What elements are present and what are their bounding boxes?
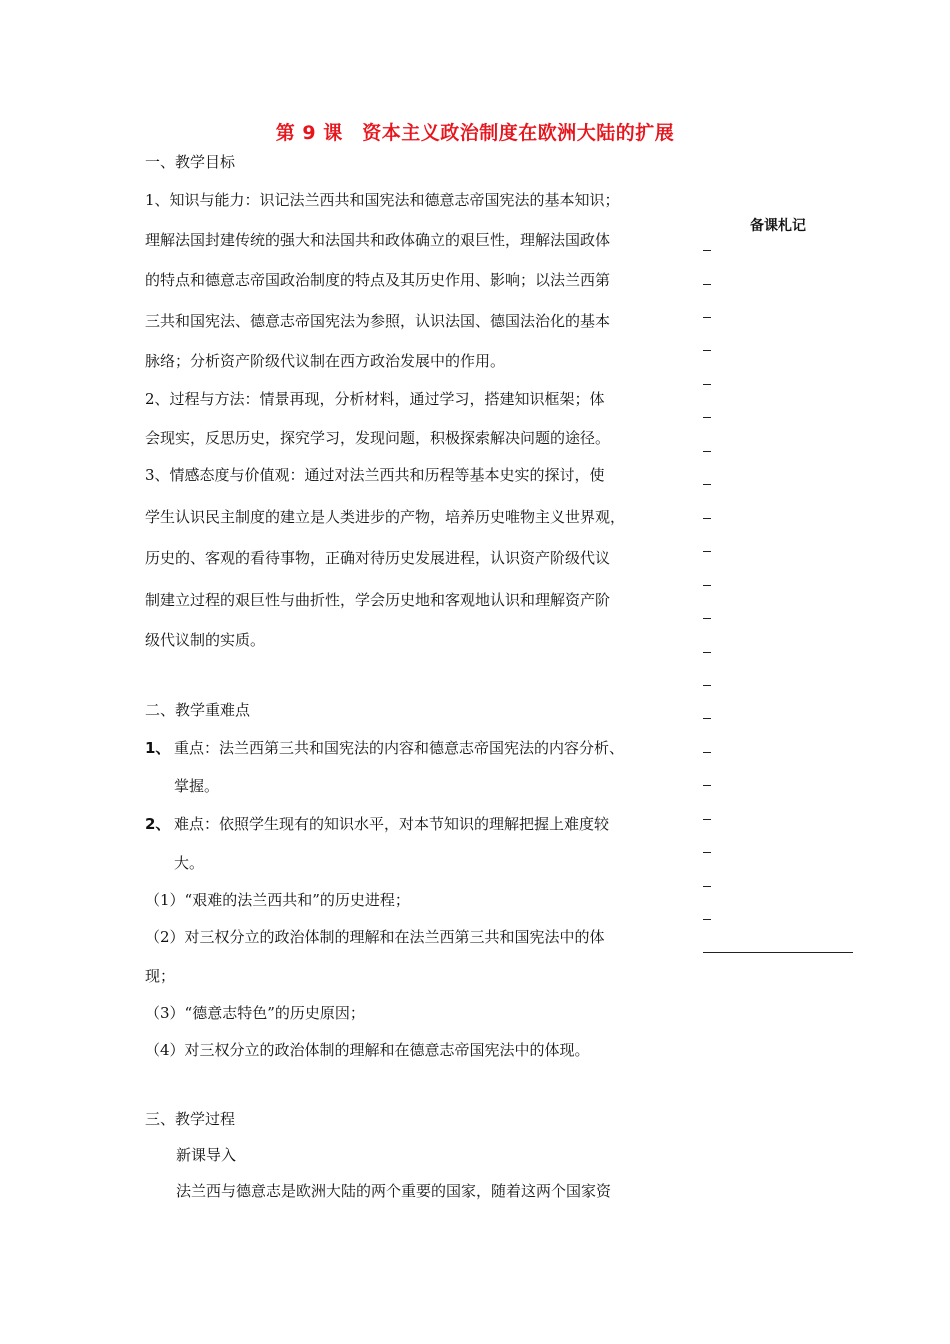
- section-1-line: 2、过程与方法：情景再现，分析材料，通过学习，搭建知识框架；体: [145, 390, 605, 408]
- note-line: [703, 685, 711, 686]
- note-line: [703, 886, 711, 887]
- sub-item-2-continued: 现；: [145, 967, 176, 985]
- notes-bottom-rule: [703, 952, 853, 953]
- page-title: 第 9 课 资本主义政治制度在欧洲大陆的扩展: [275, 122, 675, 144]
- item-2-text: 难点：依照学生现有的知识水平，对本节知识的理解把握上难度较: [174, 815, 610, 833]
- section-1-line: 的特点和德意志帝国政治制度的特点及其历史作用、影响；以法兰西第: [145, 271, 611, 289]
- note-line: [703, 250, 711, 251]
- section-1-line: 三共和国宪法、德意志帝国宪法为参照，认识法国、德国法治化的基本: [145, 312, 611, 330]
- note-line: [703, 350, 711, 351]
- notes-title: 备课札记: [750, 218, 806, 234]
- note-line: [703, 384, 711, 385]
- item-2-number: 2、: [145, 815, 171, 833]
- note-line: [703, 317, 711, 318]
- note-line: [703, 484, 711, 485]
- note-line: [703, 451, 711, 452]
- note-line: [703, 752, 711, 753]
- section-3-heading: 三、教学过程: [145, 1110, 236, 1128]
- note-line: [703, 919, 711, 920]
- note-line: [703, 618, 711, 619]
- section-1-line: 级代议制的实质。: [145, 631, 266, 649]
- sub-item-3: （3）“德意志特色”的历史原因；: [145, 1004, 365, 1022]
- section-1-line: 制建立过程的艰巨性与曲折性，学会历史地和客观地认识和理解资产阶: [145, 591, 611, 609]
- section-2-heading: 二、教学重难点: [145, 701, 251, 719]
- item-1-number: 1、: [145, 739, 171, 757]
- section-1-heading: 一、教学目标: [145, 153, 236, 171]
- note-line: [703, 785, 711, 786]
- note-line: [703, 819, 711, 820]
- section-1-line: 1、知识与能力：识记法兰西共和国宪法和德意志帝国宪法的基本知识；: [145, 191, 620, 209]
- section-1-line: 理解法国封建传统的强大和法国共和政体确立的艰巨性，理解法国政体: [145, 231, 611, 249]
- section-1-line: 学生认识民主制度的建立是人类进步的产物，培养历史唯物主义世界观，: [145, 508, 626, 526]
- note-line: [703, 284, 711, 285]
- note-line: [703, 518, 711, 519]
- section-1-line: 3、情感态度与价值观：通过对法兰西共和历程等基本史实的探讨，使: [145, 466, 605, 484]
- sub-item-1: （1）“艰难的法兰西共和”的历史进程；: [145, 891, 410, 909]
- note-line: [703, 585, 711, 586]
- item-2-text-continued: 大。: [174, 854, 205, 872]
- note-line: [703, 852, 711, 853]
- sub-item-2: （2）对三权分立的政治体制的理解和在法兰西第三共和国宪法中的体: [145, 928, 605, 946]
- section-3-intro: 新课导入: [176, 1146, 237, 1164]
- section-3-text: 法兰西与德意志是欧洲大陆的两个重要的国家，随着这两个国家资: [176, 1182, 612, 1200]
- item-1-text-continued: 掌握。: [174, 777, 220, 795]
- note-line: [703, 718, 711, 719]
- note-line: [703, 551, 711, 552]
- item-1-text: 重点：法兰西第三共和国宪法的内容和德意志帝国宪法的内容分析、: [174, 739, 625, 757]
- note-line: [703, 417, 711, 418]
- section-1-line: 会现实，反思历史，探究学习，发现问题，积极探索解决问题的途径。: [145, 429, 611, 447]
- sub-item-4: （4）对三权分立的政治体制的理解和在德意志帝国宪法中的体现。: [145, 1041, 590, 1059]
- section-1-line: 脉络；分析资产阶级代议制在西方政治发展中的作用。: [145, 352, 506, 370]
- note-line: [703, 652, 711, 653]
- section-1-line: 历史的、客观的看待事物，正确对待历史发展进程，认识资产阶级代议: [145, 549, 611, 567]
